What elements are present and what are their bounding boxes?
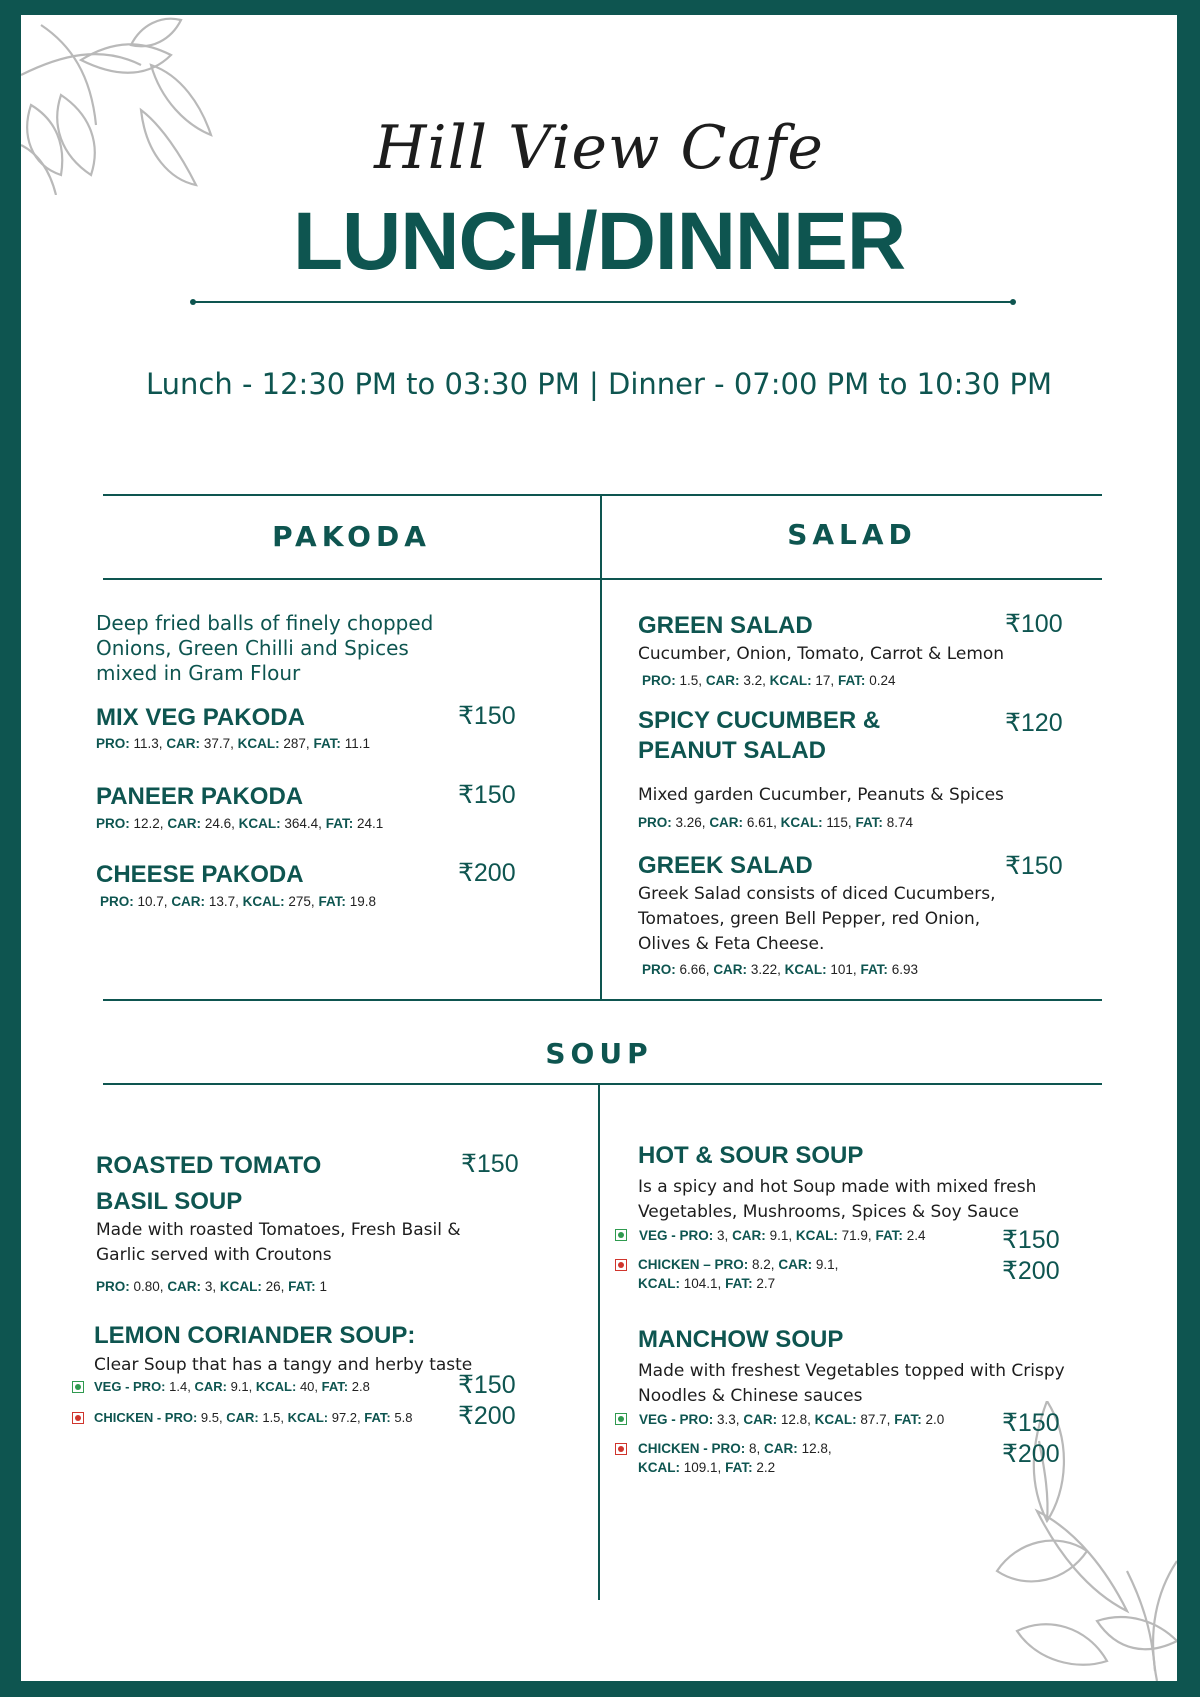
item-name-cheese-pakoda: CHEESE PAKODA [96, 861, 304, 888]
section-title-pakoda: PAKODA [272, 520, 431, 553]
item-name-paneer-pakoda: PANEER PAKODA [96, 783, 304, 810]
grid-line-soup-top [103, 999, 1102, 1001]
desc-line: Greek Salad consists of diced Cucumbers, [638, 884, 996, 904]
menu-title: LUNCH/DINNER [292, 196, 906, 287]
section-title-salad: SALAD [787, 518, 917, 551]
grid-line-under-headers [103, 578, 1102, 580]
item-name-spicy-cucumber-salad [638, 706, 880, 766]
desc-manchow-soup [638, 1359, 1065, 1409]
desc-roasted-tomato-basil-soup [96, 1218, 461, 1268]
desc-line: Tomatoes, green Bell Pepper, red Onion, [638, 909, 981, 929]
price-lemon-coriander-veg: ₹150 [458, 1371, 516, 1399]
price-roasted-tomato-basil-soup: ₹150 [461, 1150, 519, 1178]
divider-dot-left [190, 299, 196, 305]
item-name-greek-salad: GREEK SALAD [638, 852, 813, 879]
desc-line: Olives & Feta Cheese. [638, 934, 825, 954]
price-mix-veg-pakoda: ₹150 [458, 702, 516, 730]
cafe-name: Hill View Cafe [374, 113, 824, 183]
pakoda-intro-line: mixed in Gram Flour [96, 661, 301, 685]
nutrition-green-salad: PRO: 1.5, CAR: 3.2, KCAL: 17, FAT: 0.24 [642, 673, 896, 688]
title-divider [193, 301, 1013, 303]
desc-line: Garlic served with Croutons [96, 1245, 332, 1265]
item-name-mix-veg-pakoda: MIX VEG PAKODA [96, 704, 305, 731]
veg-indicator-icon [72, 1381, 84, 1393]
nutrition-lemon-coriander-veg: VEG - PRO: 1.4, CAR: 9.1, KCAL: 40, FAT: 2.8 [94, 1379, 370, 1394]
price-manchow-chicken: ₹200 [1002, 1440, 1060, 1468]
pakoda-intro-line: Deep fried balls of finely chopped [96, 611, 434, 635]
item-name-roasted-tomato-basil-soup [96, 1148, 321, 1220]
menu-page [21, 15, 1177, 1681]
desc-spicy-cucumber-salad: Mixed garden Cucumber, Peanuts & Spices [638, 785, 1004, 805]
desc-lemon-coriander-soup: Clear Soup that has a tangy and herby taste [94, 1355, 473, 1375]
non-veg-indicator-icon [615, 1259, 627, 1271]
section-title-soup: SOUP [545, 1037, 653, 1070]
price-green-salad: ₹100 [1005, 610, 1063, 638]
nutrition-hot-sour-chicken: CHICKEN – PRO: 8.2, CAR: 9.1, KCAL: 104.1, FAT: 2.7 [638, 1257, 839, 1291]
item-name-line: ROASTED TOMATO [96, 1152, 322, 1179]
price-hot-sour-chicken: ₹200 [1002, 1257, 1060, 1285]
item-name-green-salad: GREEN SALAD [638, 612, 813, 639]
nutrition-manchow-chicken: CHICKEN - PRO: 8, CAR: 12.8, KCAL: 109.1, FAT: 2.2 [638, 1441, 832, 1475]
veg-indicator-icon [615, 1413, 627, 1425]
non-veg-indicator-icon [72, 1412, 84, 1424]
grid-divider-lower [598, 1083, 600, 1600]
desc-line: Is a spicy and hot Soup made with mixed fresh [638, 1177, 1037, 1197]
veg-indicator-icon [615, 1229, 627, 1241]
nutrition-mix-veg-pakoda: PRO: 11.3, CAR: 37.7, KCAL: 287, FAT: 11.1 [96, 736, 370, 751]
item-name-line: PEANUT SALAD [638, 737, 827, 764]
desc-green-salad: Cucumber, Onion, Tomato, Carrot & Lemon [638, 644, 1005, 664]
opening-hours: Lunch - 12:30 PM to 03:30 PM | Dinner - 07:00 PM to 10:30 PM [146, 367, 1052, 401]
grid-line-soup-bottom [103, 1083, 1102, 1085]
price-paneer-pakoda: ₹150 [458, 781, 516, 809]
grid-line-top [103, 494, 1102, 496]
item-name-lemon-coriander-soup: LEMON CORIANDER SOUP: [94, 1322, 416, 1349]
price-spicy-cucumber-salad: ₹120 [1005, 709, 1063, 737]
divider-dot-right [1010, 299, 1016, 305]
nutrition-spicy-cucumber-salad: PRO: 3.26, CAR: 6.61, KCAL: 115, FAT: 8.74 [638, 815, 913, 830]
item-name-manchow-soup: MANCHOW SOUP [638, 1326, 844, 1353]
non-veg-indicator-icon [615, 1443, 627, 1455]
price-lemon-coriander-chicken: ₹200 [458, 1402, 516, 1430]
desc-line: Vegetables, Mushrooms, Spices & Soy Sauce [638, 1202, 1019, 1222]
desc-hot-sour-soup [638, 1175, 1036, 1225]
item-name-line: SPICY CUCUMBER & [638, 707, 881, 734]
nutrition-cheese-pakoda: PRO: 10.7, CAR: 13.7, KCAL: 275, FAT: 19.8 [100, 894, 376, 909]
price-hot-sour-veg: ₹150 [1002, 1226, 1060, 1254]
price-cheese-pakoda: ₹200 [458, 859, 516, 887]
nutrition-hot-sour-veg: VEG - PRO: 3, CAR: 9.1, KCAL: 71.9, FAT: 2.4 [639, 1228, 926, 1243]
nutrition-manchow-veg: VEG - PRO: 3.3, CAR: 12.8, KCAL: 87.7, FAT: 2.0 [639, 1412, 945, 1427]
price-manchow-veg: ₹150 [1002, 1409, 1060, 1437]
nutrition-greek-salad: PRO: 6.66, CAR: 3.22, KCAL: 101, FAT: 6.93 [642, 962, 918, 977]
pakoda-intro [96, 611, 566, 686]
desc-line: Noodles & Chinese sauces [638, 1386, 863, 1406]
nutrition-paneer-pakoda: PRO: 12.2, CAR: 24.6, KCAL: 364.4, FAT: 24.1 [96, 816, 384, 831]
desc-line: Made with freshest Vegetables topped with Crispy [638, 1361, 1065, 1381]
price-greek-salad: ₹150 [1005, 852, 1063, 880]
nutrition-lemon-coriander-chicken: CHICKEN - PRO: 9.5, CAR: 1.5, KCAL: 97.2, FAT: 5.8 [94, 1410, 413, 1425]
nutrition-roasted-tomato-basil-soup: PRO: 0.80, CAR: 3, KCAL: 26, FAT: 1 [96, 1279, 327, 1294]
grid-divider-upper [600, 494, 602, 1000]
item-name-hot-sour-soup: HOT & SOUR SOUP [638, 1142, 864, 1169]
pakoda-intro-line: Onions, Green Chilli and Spices [96, 636, 409, 660]
desc-line: Made with roasted Tomatoes, Fresh Basil & [96, 1220, 461, 1240]
desc-greek-salad [638, 882, 996, 957]
item-name-line: BASIL SOUP [96, 1188, 243, 1215]
